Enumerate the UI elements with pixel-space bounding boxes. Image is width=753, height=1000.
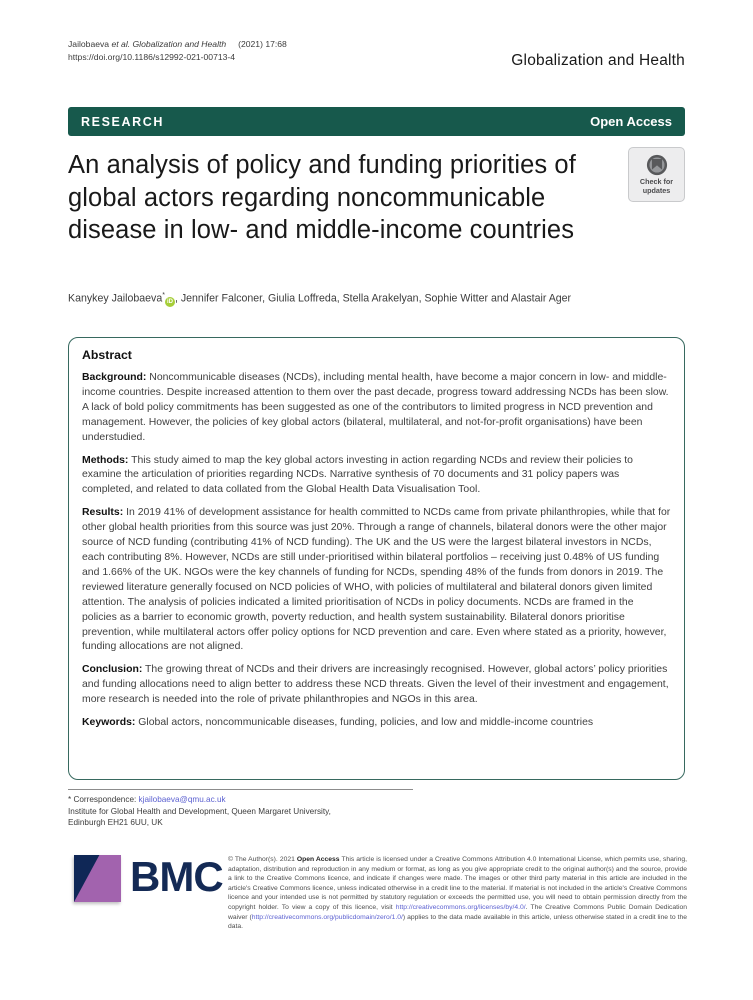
abstract-background: Background: Noncommunicable diseases (NCDs), including mental health, have become a major concern in low- and middle-income countries. Despite increased attention to them over the past decade, progress toward addressing NCDs has been slow. A lack of bold policy commitments has been suggested as one of the contributors to limited progress in NCD prevention and management. However, the policies of key global actors (bilateral, multilateral, and not-for-profit organisations) have been understudied. [82,372,669,443]
results-label: Results: [82,507,124,519]
correspondence-label: * Correspondence: [68,795,139,804]
citation-journal: et al. Globalization and Health [111,39,227,49]
corresponding-author: Kanykey Jailobaeva [68,292,163,305]
correspondence-marker: * [162,292,165,299]
abstract-results: Results: In 2019 41% of development assistance for health committed to NCDs came from private philanthropies, while that for other global health priorities from this source was just 20%. Through a range of channels, bilateral donors were the other major source of NCD funding (contributing 41% of NCD funding). The UK and the US were the largest bilateral investors in NCDs, each contributing 8%. However, NCDs are still under-prioritised within bilateral portfolios – receiving just 0.48% of US funding and 1.66% of the UK. NGOs were the key channels of funding for NCDs, spending 48% of the funds from donors in 2019. The reviewed literature generally focused on NCD policies of WHO, with policies of multilateral and bilateral donors given limited attention. The analysis of policies indicated a limited prioritisation of NCDs in policy documents. NCDs are framed in the policies as a barrier to economic growth, poverty reduction, and health system sustainability. Bilateral donors prioritise prevention, while multilateral actors offer policy options for NCD prevention and care. Even where stated as a priority, however, funding allocations are not aligned. [82,507,671,653]
research-label: RESEARCH [81,114,164,129]
author-list [68,292,678,307]
crossmark-icon [646,154,668,176]
citation-authors: Jailobaeva [68,39,112,49]
bmc-logo-triangle [74,855,121,902]
journal-name: Globalization and Health [511,52,685,69]
article-type-banner [68,107,685,136]
correspondence-email-link[interactable]: kjailobaeva@qmu.ac.uk [138,795,226,804]
bmc-logo-text: BMC [130,853,223,900]
cc-by-license-link[interactable]: http://creativecommons.org/licenses/by/4.0/ [395,903,526,911]
open-access-label: Open Access [590,114,672,129]
abstract-box [68,337,685,780]
article-title: An analysis of policy and funding priorities of global actors regarding noncommunicable disease in low- and middle-income countries [68,151,576,244]
abstract-heading: Abstract [82,348,132,362]
citation-issue: (2021) 17:68 [238,39,287,49]
open-access-bold: Open Access [296,856,340,863]
abstract-methods: Methods: This study aimed to map the key global actors investing in action regarding NCDs and review their policies to examine the articulation of priorities regarding NCDs. Narrative synthesis of 70 documents and 31 policy papers was completed, and related to data collated from the Global Health Data Visualisation Tool. [82,454,633,496]
check-for-updates-button[interactable] [628,147,685,202]
orcid-icon[interactable]: iD [166,298,173,305]
methods-label: Methods: [82,454,129,466]
doi-text: https://doi.org/10.1186/s12992-021-00713-4 [68,51,236,62]
correspondence-block [68,794,428,829]
abstract-conclusion: Conclusion: The growing threat of NCDs and their drivers are increasingly recognised. However, global actors’ policy priorities and funding allocations need to align better to address these NCD threats. Given the level of their investment and engagement, more research is needed into the role of private philanthropies and NGOs in this area. [82,664,669,706]
cc-zero-license-link[interactable]: http://creativecommons.org/publicdomain/zero/1.0/ [251,913,403,921]
background-label: Background: [82,372,147,383]
bmc-logo-mark [74,855,121,902]
conclusion-label: Conclusion: [82,664,143,676]
page-header [68,38,685,69]
affiliation-line2: Edinburgh EH21 6UU, UK [68,818,163,827]
bmc-logo [74,855,223,902]
check-updates-label: Check for updates [639,177,674,195]
keywords-label: Keywords: [82,717,136,729]
affiliation-line1: Institute for Global Health and Development, Queen Margaret University, [68,806,331,816]
license-text: © The Author(s). 2021 Open Access This article is licensed under a Creative Commons Attribution 4.0 International License, which permits use, sharing, adaptation, distribution and reproduction in any medium or format, as long as you give appropriate credit to the original author(s) and the source, provide a link to the Creative Commons licence, and indicate if changes were made. The images or other third party material in this article are included in the article's Creative Commons licence, unless indicated otherwise in a credit line to the material. If material is not included in the article's Creative Commons licence and your intended use is not permitted by statutory regulation or exceeds the permitted use, you will need to obtain permission directly from the copyright holder. To view a copy of this licence, visit http://creativecommons.org/licenses/by/4.0/. The Creative Commons Public Domain Dedication waiver (http://creativecommons.org/publicdomain/zero/1.0/) applies to the data made available in this article, unless otherwise stated in a credit line to the data. [228,856,688,931]
footnote-divider [68,789,413,790]
coauthors: , Jennifer Falconer, Giulia Loffreda, Stella Arakelyan, Sophie Witter and Alastair Ager [174,292,572,305]
abstract-keywords: Keywords: Global actors, noncommunicable diseases, funding, policies, and low and middle-income countries [82,717,594,729]
